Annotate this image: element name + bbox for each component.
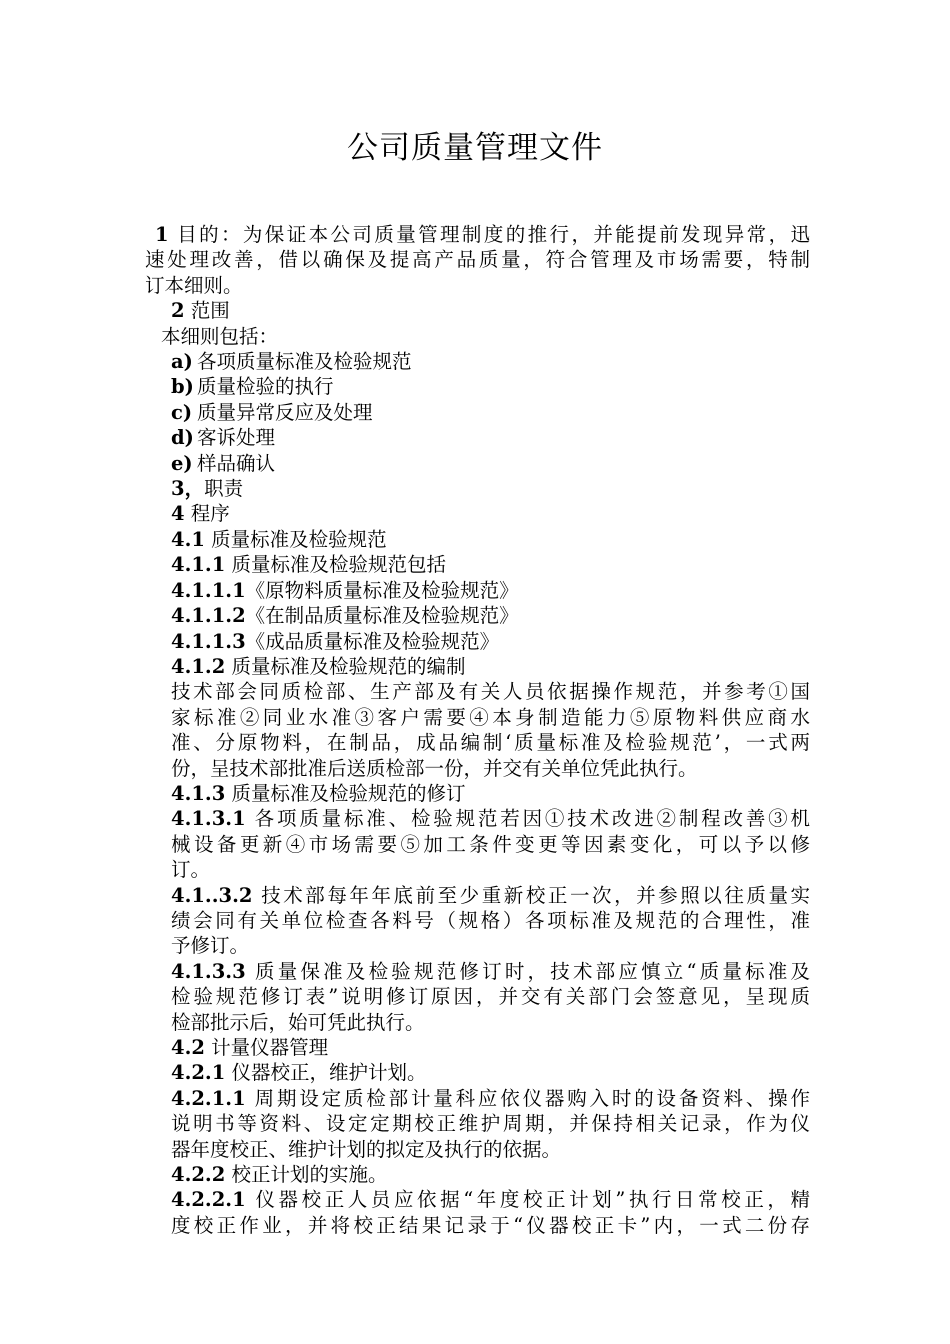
section-number: 4.1.2 [171,654,226,678]
section-4-1-3-1 [145,806,810,882]
section-4-1-2-heading [145,654,810,679]
section-4-2-heading [145,1035,810,1060]
scope-list-item [145,451,810,476]
paragraph-line: 份，呈技术部批准后送质检部一份，并交有关单位凭此执行。 [171,756,698,780]
section-number: 4.1..3.2 [171,883,253,907]
section-number: 4.1.1.3 [171,629,246,653]
paragraph-line: 予修订。 [171,934,250,958]
section-4-1-1-heading [145,552,810,577]
paragraph-line: 订本细则。 [145,273,243,297]
paragraph-line [171,959,810,984]
section-number: 4.2.2.1 [171,1188,246,1212]
list-marker: e) [171,451,193,475]
scope-list-item [145,349,810,374]
paragraph-line [145,222,810,247]
section-heading [145,298,810,323]
section-4-1-2-paragraph [145,679,810,781]
section-number: 2 [171,299,185,323]
list-item-text: 样品确认 [197,451,276,475]
paragraph-line: 说明书等资料、设定定期校正维护周期，并保持相关记录，作为仪 [171,1112,810,1136]
list-item-text: 质量检验的执行 [197,375,334,399]
section-4-2-2-1 [145,1187,810,1238]
paragraph-text: 目的：为保证本公司质量管理制度的推行，并能提前发现异常，迅 [177,223,810,246]
paragraph-line: 械设备更新④市场需要⑤加工条件变更等因素变化，可以予以修 [171,832,810,856]
paragraph-line [171,883,810,908]
section-number: 4.1.3.3 [171,959,246,983]
paragraph-text: 各项质量标准、检验规范若因①技术改进②制程改善③机 [254,807,810,831]
section-number: 4.2.1 [171,1061,226,1085]
paragraph-line: 家标准②同业水准③客户需要④本身制造能力⑤原物料供应商水 [171,705,810,729]
section-4-1-3-2 [145,883,810,959]
section-number: 1 [155,223,169,246]
document-body [145,222,810,1238]
scope-list-item [145,425,810,450]
document-title: 公司质量管理文件 [347,130,603,166]
heading-text: 质量标准及检验规范 [211,527,387,551]
scope-list-item [145,400,810,425]
heading-text: 职责 [204,477,244,501]
section-text: 《在制品质量标准及检验规范》 [245,604,519,628]
section-4-1-1-3 [145,629,810,654]
paragraph-text: 周期设定质检部计量科应依仪器购入时的设备资料、操作 [254,1086,810,1110]
section-4-1-heading [145,527,810,552]
section-number: 4.2.1.1 [171,1086,246,1110]
heading-text: 范围 [190,299,230,323]
section-number: 4.1.1 [171,553,226,577]
section-number: 4 [171,502,185,526]
section-scope [145,298,810,476]
heading-text: 质量标准及检验规范的编制 [231,654,466,678]
scope-intro: 本细则包括： [161,324,279,348]
section-number: 4.1.3 [171,781,226,805]
section-4-2-2-heading [145,1162,810,1187]
list-item-text: 质量异常反应及处理 [197,400,373,424]
paragraph-line: 准、分原物料，在制品，成品编制‘质量标准及检验规范’，一式两 [171,731,810,755]
paragraph-line [171,1187,810,1212]
scope-list-item [145,374,810,399]
section-text: 《成品质量标准及检验规范》 [245,629,500,653]
section-duties-heading [145,476,810,501]
section-number: 4.2.2 [171,1163,226,1187]
paragraph-line [171,1086,810,1111]
section-4-1-3-heading [145,781,810,806]
paragraph-line: 检验规范修订表”说明修订原因，并交有关部门会签意见，呈现质 [171,985,810,1009]
section-4-2-1-heading [145,1060,810,1085]
paragraph-line: 技术部会同质检部、生产部及有关人员依据操作规范，并参考①国 [171,680,810,704]
paragraph-line [171,806,810,831]
heading-text: 质量标准及检验规范的修订 [231,781,466,805]
paragraph-line: 订。 [171,858,211,882]
list-marker: c) [171,400,193,424]
heading-text: 质量标准及检验规范包括 [231,553,447,577]
list-marker: d) [171,426,194,450]
paragraph-text: 技术部每年年底前至少重新校正一次，并参照以往质量实 [261,883,810,907]
section-number: 4.1 [171,527,205,551]
paragraph-line: 度校正作业，并将校正结果记录于“仪器校正卡”内，一式二份存 [171,1213,810,1237]
section-4-1-3-3 [145,959,810,1035]
section-4-1-1-1 [145,578,810,603]
list-item-text: 客诉处理 [197,426,276,450]
paragraph-text: 质量保准及检验规范修订时，技术部应慎立“质量标准及 [255,959,810,983]
section-number: 4.1.1.2 [171,604,246,628]
paragraph-line: 器年度校正、维护计划的拟定及执行的依据。 [171,1137,562,1161]
heading-text: 计量仪器管理 [211,1036,329,1059]
paragraph-line: 速处理改善，借以确保及提高产品质量，符合管理及市场需要，特制 [145,248,810,272]
paragraph-line: 绩会同有关单位检查各料号（规格）各项标准及规范的合理性，准 [171,908,810,932]
heading-text: 程序 [190,502,230,526]
section-number: 3， [171,477,205,501]
heading-text: 校正计划的实施。 [231,1163,388,1187]
list-item-text: 各项质量标准及检验规范 [197,350,412,374]
section-procedure-heading [145,501,810,526]
paragraph-text: 仪器校正人员应依据“年度校正计划”执行日常校正，精 [255,1188,810,1212]
list-marker: a) [171,350,193,374]
paragraph-line: 检部批示后，始可凭此执行。 [171,1010,425,1034]
section-number: 4.1.1.1 [171,578,246,602]
heading-text: 仪器校正，维护计划。 [231,1061,427,1085]
section-purpose [145,222,810,298]
section-4-1-1-2 [145,603,810,628]
section-text: 《原物料质量标准及检验规范》 [245,578,519,602]
list-marker: b) [171,375,194,399]
section-number: 4.1.3.1 [171,807,246,831]
section-4-2-1-1 [145,1086,810,1162]
section-number: 4.2 [171,1036,205,1059]
